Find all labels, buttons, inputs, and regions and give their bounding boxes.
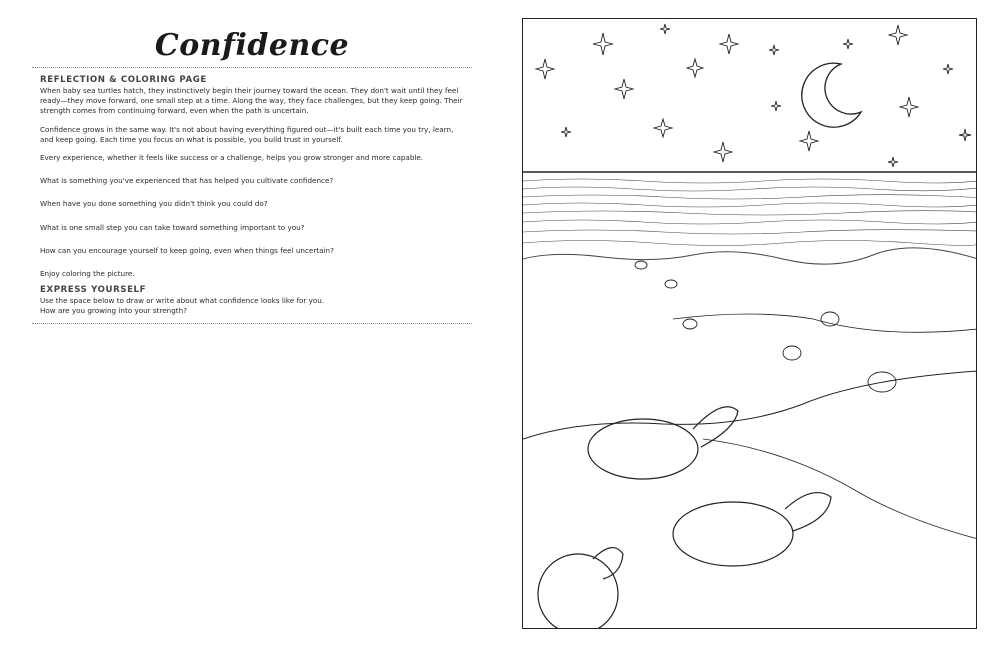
question-4: How can you encourage yourself to keep going, even when things feel uncertain?: [40, 245, 334, 255]
crescent-moon-icon: [802, 63, 861, 127]
reflection-panel: [32, 28, 472, 324]
dune-line-upper: [673, 314, 977, 332]
question-1: What is something you've experienced that has helped you cultivate confidence?: [40, 176, 334, 186]
experience-paragraph: Every experience, whether it feels like success or a challenge, helps you grow stronger and more capable.: [40, 153, 424, 163]
stars-icon: [536, 24, 971, 167]
dune-line-lower: [703, 439, 977, 539]
coloring-illustration: [522, 18, 977, 629]
bottom-divider: [32, 323, 472, 324]
question-3: What is one small step you can take toward something important to you?: [40, 222, 305, 232]
express-line-2: How are you growing into your strength?: [40, 306, 187, 316]
ocean-waves: [523, 179, 977, 264]
top-divider: [32, 67, 472, 68]
confidence-paragraph: Confidence grows in the same way. It's not about having everything figured out—it's built each time you try, learn, and keep going. Each time you focus on what is possible, you build trust in yourself.: [40, 124, 454, 144]
turtle-scene: [523, 19, 977, 629]
small-turtle-icon: [635, 261, 896, 392]
express-line-1: Use the space below to draw or write about what confidence looks like for you.: [40, 296, 325, 306]
intro-paragraph: When baby sea turtles hatch, they instinctively begin their journey toward the ocean. They don't wait until they feel ready—they move forward, one small step at a time. Along the way, they face challenges, but they keep going. Their strength comes from continuing forward, even when the path is uncertain.: [40, 86, 463, 116]
page-title: Confidence: [154, 28, 350, 63]
express-heading: EXPRESS YOURSELF: [40, 285, 147, 296]
question-2: When have you done something you didn't think you could do?: [40, 199, 268, 209]
closing-line: Enjoy coloring the picture.: [40, 269, 135, 279]
reflection-heading: REFLECTION & COLORING PAGE: [40, 75, 207, 85]
large-turtle-icon: [538, 407, 831, 629]
dune-line: [523, 371, 977, 439]
